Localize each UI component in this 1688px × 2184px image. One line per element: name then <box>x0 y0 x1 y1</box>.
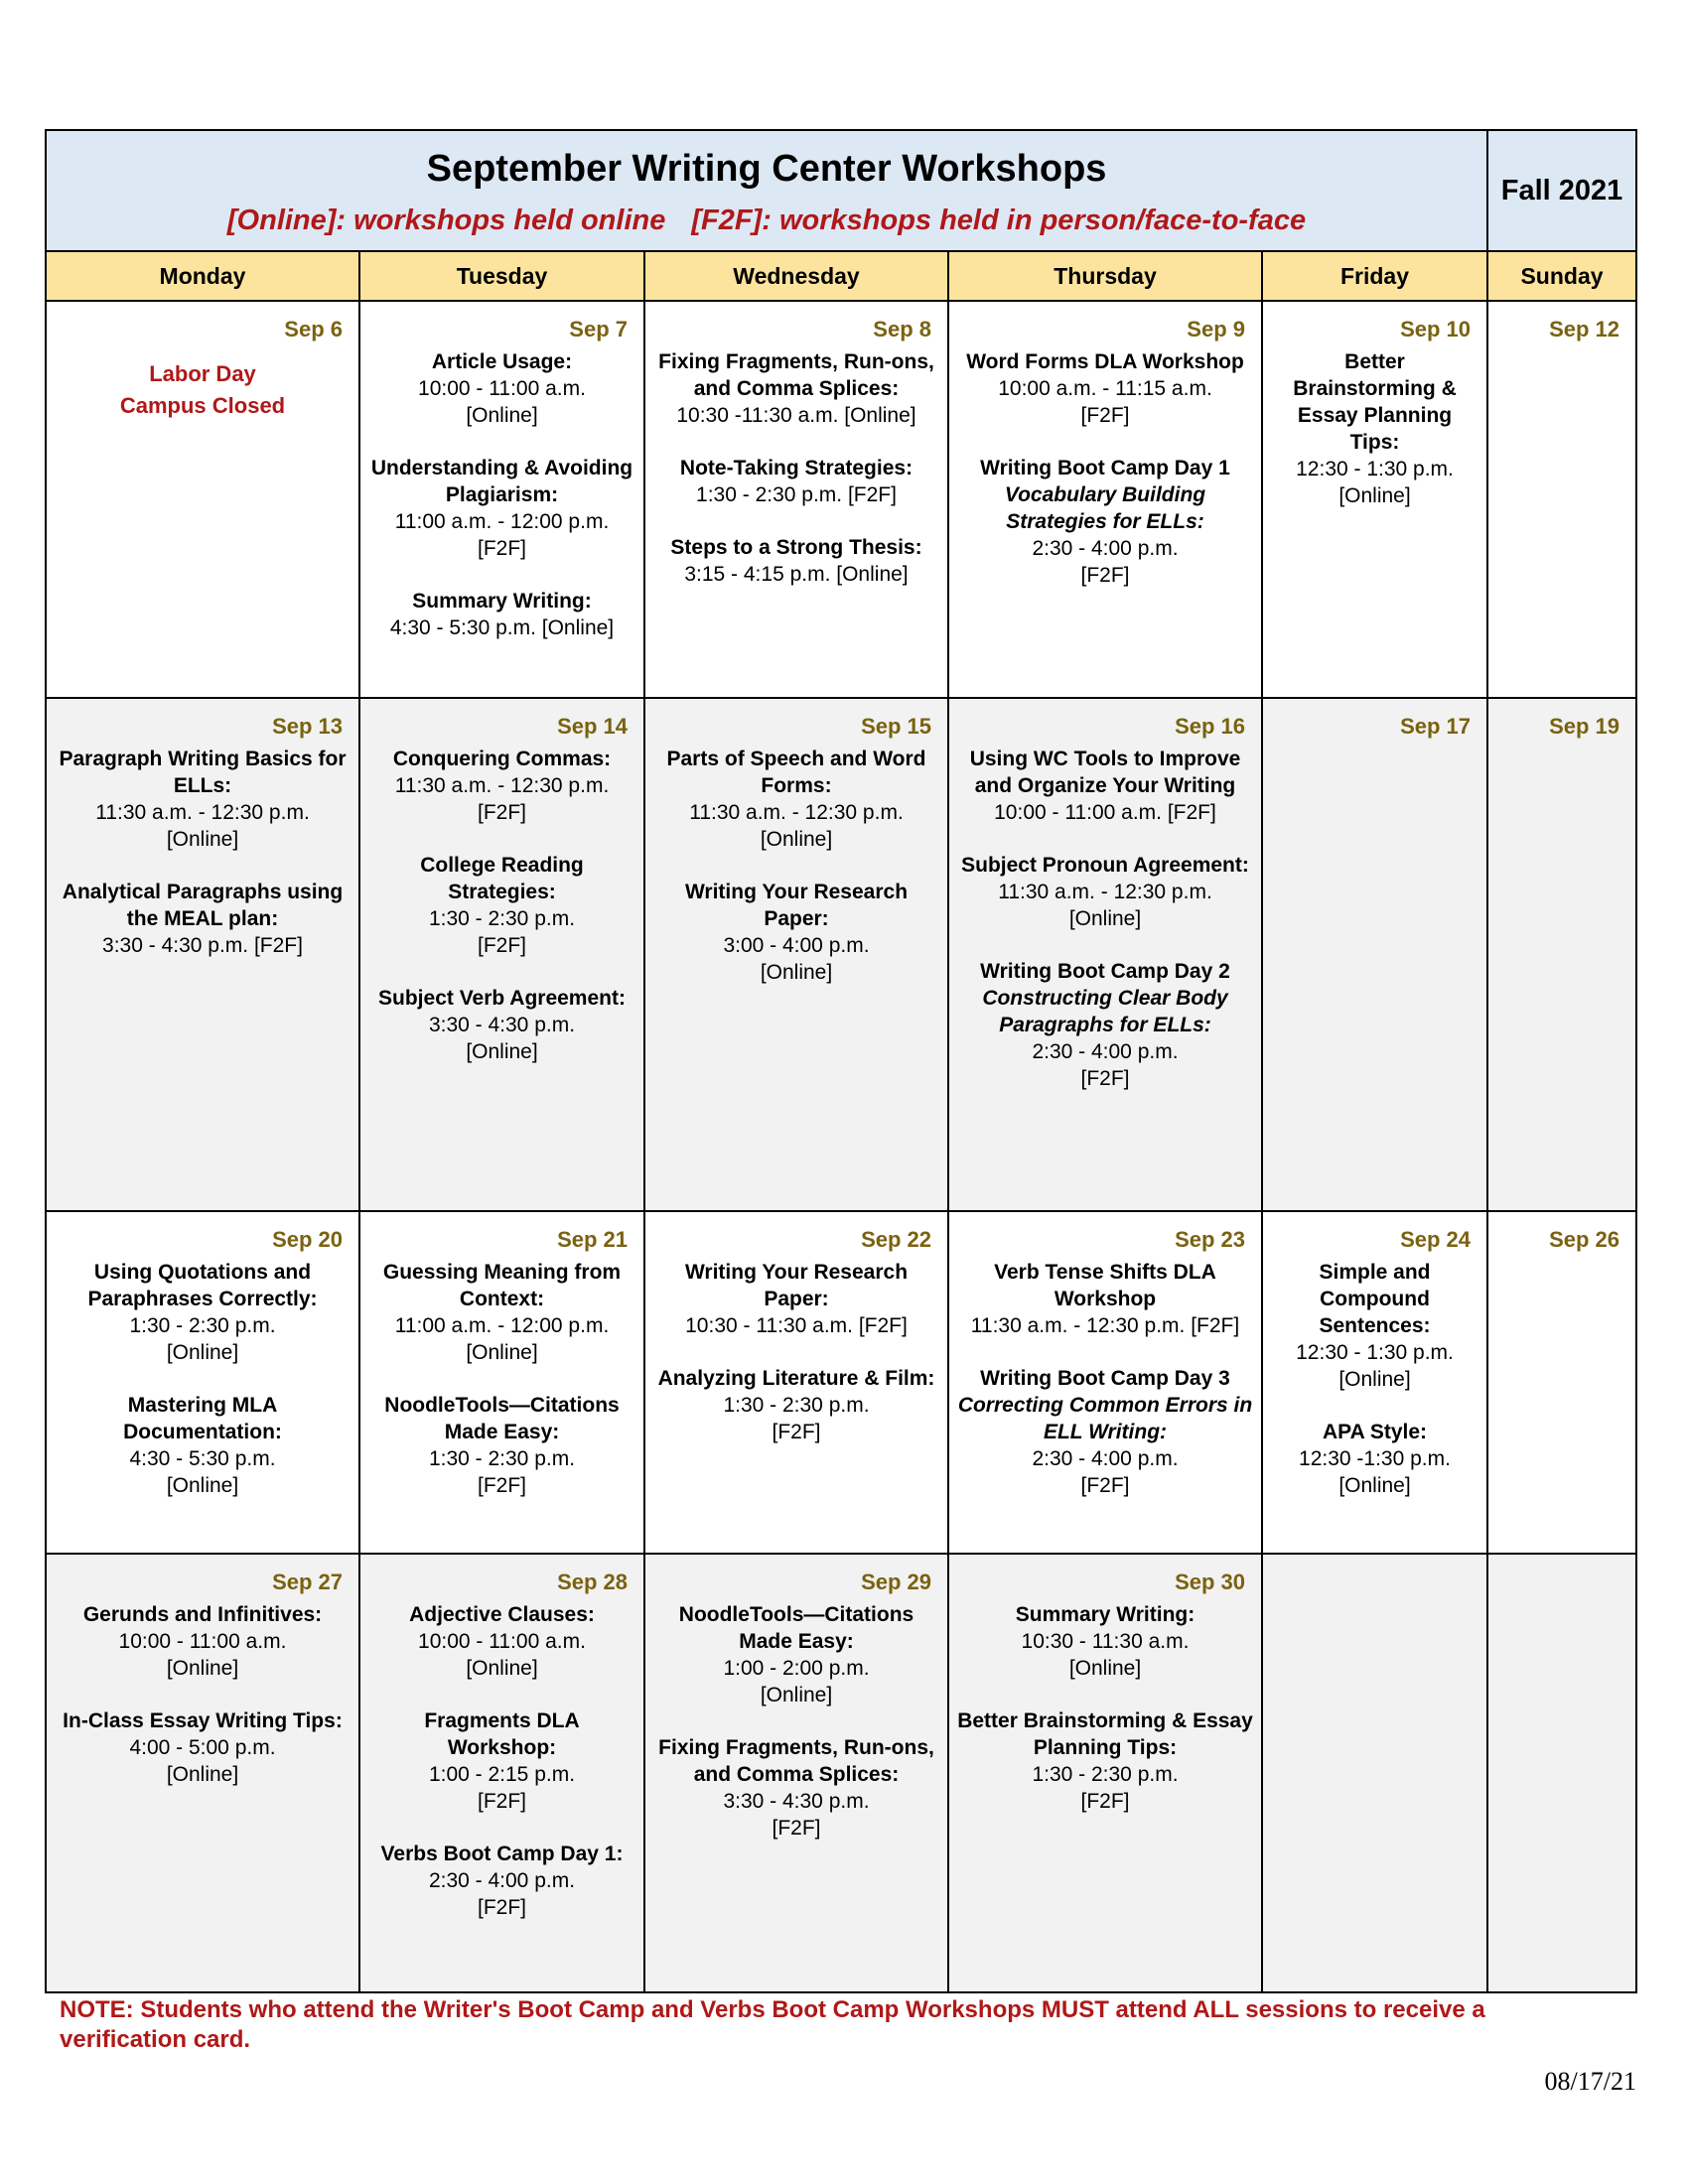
workshop-title: Analytical Paragraphs using the MEAL plan: <box>62 881 344 930</box>
day-cell <box>948 698 1262 1211</box>
workshop-location: [F2F] <box>1080 1474 1130 1497</box>
workshop-title: Mastering MLA Documentation: <box>123 1394 282 1443</box>
day-cell <box>1487 698 1636 1211</box>
workshop-event <box>957 348 1253 429</box>
workshop-event <box>55 879 351 959</box>
workshop-time: 11:30 a.m. - 12:30 p.m. <box>394 774 610 797</box>
workshop-title: Using WC Tools to Improve and Organize Your Writing <box>969 748 1241 797</box>
workshop-location: [F2F] <box>477 1474 526 1497</box>
workshop-location: [Online] <box>760 961 833 984</box>
workshop-subtitle: Correcting Common Errors in ELL Writing: <box>957 1394 1253 1443</box>
workshop-time: 11:30 a.m. - 12:30 p.m. [F2F] <box>970 1314 1240 1337</box>
workshop-location: [Online] <box>1338 1368 1411 1391</box>
date-label: Sep 21 <box>557 1227 628 1252</box>
workshop-time: 2:30 - 4:00 p.m. <box>1032 1447 1179 1470</box>
workshop-event <box>653 879 939 986</box>
workshop-time: 2:30 - 4:00 p.m. <box>1032 537 1179 560</box>
revision-date: 08/17/21 <box>1544 2067 1636 2096</box>
day-cell <box>948 1554 1262 1992</box>
legend <box>47 205 1486 237</box>
workshop-event <box>957 958 1253 1092</box>
workshop-title: In-Class Essay Writing Tips: <box>63 1709 343 1732</box>
empty-day-cell <box>1487 1554 1636 1992</box>
workshop-title: Verbs Boot Camp Day 1: <box>380 1843 624 1865</box>
workshop-event <box>368 1841 635 1921</box>
workshop-time: 11:30 a.m. - 12:30 p.m. <box>95 801 310 824</box>
day-cell <box>46 698 359 1211</box>
workshop-event <box>55 746 351 853</box>
workshop-event <box>957 455 1253 589</box>
workshop-title: Summary Writing: <box>1015 1603 1196 1626</box>
workshop-time: 3:30 - 4:30 p.m. [F2F] <box>102 934 303 957</box>
workshop-title: Word Forms DLA Workshop <box>966 350 1244 373</box>
workshop-time: 10:00 - 11:00 a.m. <box>118 1630 287 1653</box>
workshop-title: Better Brainstorming & Essay Planning Tips: <box>957 1709 1253 1759</box>
workshop-time: 2:30 - 4:00 p.m. <box>428 1869 576 1892</box>
date-label: Sep 7 <box>569 317 628 341</box>
workshop-event <box>957 1707 1253 1815</box>
workshop-time: 4:00 - 5:00 p.m. <box>129 1736 276 1759</box>
day-cell <box>1262 301 1487 698</box>
date-label: Sep 8 <box>873 317 931 341</box>
workshop-location: [F2F] <box>1080 1067 1130 1090</box>
workshop-location: [Online] <box>166 828 239 851</box>
workshop-title: NoodleTools—Citations Made Easy: <box>678 1603 914 1653</box>
workshop-title: Analyzing Literature & Film: <box>657 1367 935 1390</box>
workshop-title: Note-Taking Strategies: <box>679 457 914 479</box>
date-label: Sep 30 <box>1175 1570 1245 1594</box>
day-header-sunday: Sunday <box>1487 251 1636 301</box>
workshop-time: 11:30 a.m. - 12:30 p.m. <box>998 881 1212 903</box>
event-list <box>645 1259 947 1445</box>
workshop-event <box>368 1392 635 1499</box>
workshop-title: Guessing Meaning from Context: <box>382 1261 622 1310</box>
day-header-row <box>46 251 1636 301</box>
workshop-event <box>368 588 635 641</box>
workshop-time: 11:00 a.m. - 12:00 p.m. <box>394 510 610 533</box>
term-label: Fall 2021 <box>1487 130 1636 251</box>
workshop-event <box>368 1601 635 1682</box>
holiday-name: Labor Day <box>149 361 256 386</box>
workshop-title: Paragraph Writing Basics for ELLs: <box>59 748 347 797</box>
date-label: Sep 26 <box>1549 1227 1620 1252</box>
day-cell <box>1487 1211 1636 1554</box>
event-list <box>645 1601 947 1842</box>
workshop-time: 3:15 - 4:15 p.m. [Online] <box>684 563 909 586</box>
workshop-time: 4:30 - 5:30 p.m. [Online] <box>389 616 615 639</box>
workshop-subtitle: Constructing Clear Body Paragraphs for ELLs: <box>982 987 1228 1036</box>
workshop-event <box>653 1601 939 1708</box>
date-label: Sep 20 <box>272 1227 343 1252</box>
event-list <box>47 1259 358 1499</box>
day-header-friday: Friday <box>1262 251 1487 301</box>
workshop-title: Verb Tense Shifts DLA Workshop <box>994 1261 1216 1310</box>
day-header-monday: Monday <box>46 251 359 301</box>
workshop-event <box>1271 1419 1478 1499</box>
event-list <box>645 746 947 986</box>
workshop-event <box>957 746 1253 826</box>
workshop-title: Subject Pronoun Agreement: <box>961 854 1249 877</box>
event-list <box>1263 348 1486 509</box>
date-label: Sep 27 <box>272 1570 343 1594</box>
workshop-time: 12:30 - 1:30 p.m. <box>1296 458 1454 480</box>
empty-day-cell <box>1262 1554 1487 1992</box>
date-label: Sep 28 <box>557 1570 628 1594</box>
workshop-location: [Online] <box>760 828 833 851</box>
workshop-event <box>368 348 635 429</box>
page-title: September Writing Center Workshops <box>426 148 1107 190</box>
workshop-event <box>653 348 939 429</box>
workshop-title: Writing Your Research Paper: <box>684 881 909 930</box>
workshop-location: [Online] <box>1338 484 1411 507</box>
workshop-title: APA Style: <box>1322 1421 1428 1443</box>
event-list <box>949 1601 1261 1815</box>
workshop-event <box>368 852 635 959</box>
workshop-location: [Online] <box>1068 1657 1142 1680</box>
workshop-time: 12:30 - 1:30 p.m. <box>1296 1341 1454 1364</box>
workshop-title: Adjective Clauses: <box>409 1603 595 1626</box>
event-list <box>360 1601 643 1921</box>
week-row-4 <box>46 1554 1636 1992</box>
workshop-time: 1:30 - 2:30 p.m. <box>129 1314 276 1337</box>
event-list <box>1263 1259 1486 1499</box>
workshop-time: 2:30 - 4:00 p.m. <box>1032 1040 1179 1063</box>
date-label: Sep 23 <box>1175 1227 1245 1252</box>
date-label: Sep 12 <box>1549 317 1620 341</box>
event-list <box>360 1259 643 1499</box>
workshop-event <box>368 1259 635 1366</box>
workshop-event <box>55 1601 351 1682</box>
day-header-wednesday: Wednesday <box>644 251 948 301</box>
workshop-subtitle: Vocabulary Building Strategies for ELLs: <box>1004 483 1206 533</box>
workshop-location: [Online] <box>466 1657 538 1680</box>
workshop-event <box>55 1392 351 1499</box>
workshop-event <box>653 455 939 508</box>
workshop-location: [F2F] <box>772 1421 821 1443</box>
workshop-time: 10:30 - 11:30 a.m. <box>1021 1630 1190 1653</box>
title-row <box>46 130 1636 251</box>
workshop-time: 10:00 a.m. - 11:15 a.m. <box>998 377 1212 400</box>
workshop-location: [Online] <box>466 1341 538 1364</box>
day-cell <box>948 1211 1262 1554</box>
workshop-location: [F2F] <box>477 537 526 560</box>
workshop-event <box>653 1259 939 1339</box>
date-label: Sep 9 <box>1187 317 1245 341</box>
workshop-location: [Online] <box>1068 907 1142 930</box>
workshop-time: 10:00 - 11:00 a.m. <box>418 1630 586 1653</box>
workshop-location: [Online] <box>466 404 538 427</box>
date-label: Sep 6 <box>284 317 343 341</box>
workshop-location: [Online] <box>166 1474 239 1497</box>
event-list <box>360 746 643 1065</box>
day-cell <box>948 301 1262 698</box>
workshop-time: 3:00 - 4:00 p.m. <box>723 934 870 957</box>
event-list <box>47 1601 358 1788</box>
legend-f2f: [F2F]: workshops held in person/face-to-face <box>691 205 1307 236</box>
workshop-event <box>368 455 635 562</box>
date-label: Sep 16 <box>1175 714 1245 739</box>
workshop-title: Subject Verb Agreement: <box>378 987 626 1010</box>
workshop-location: [Online] <box>1338 1474 1411 1497</box>
workshop-title: Writing Boot Camp Day 3 <box>980 1367 1230 1390</box>
day-cell <box>644 1211 948 1554</box>
date-label: Sep 29 <box>861 1570 931 1594</box>
workshop-time: 3:30 - 4:30 p.m. <box>723 1790 870 1813</box>
workshop-event <box>653 1365 939 1445</box>
workshop-title: Article Usage: <box>431 350 573 373</box>
workshop-time: 11:00 a.m. - 12:00 p.m. <box>394 1314 610 1337</box>
workshop-title: Fixing Fragments, Run-ons, and Comma Splices: <box>658 350 934 400</box>
workshop-time: 1:30 - 2:30 p.m. <box>723 1394 870 1417</box>
workshop-calendar <box>45 129 1637 1993</box>
date-label: Sep 17 <box>1400 714 1472 739</box>
date-label: Sep 19 <box>1549 714 1620 739</box>
day-header-tuesday: Tuesday <box>359 251 644 301</box>
date-label: Sep 14 <box>557 714 628 739</box>
week-row-1 <box>46 301 1636 698</box>
workshop-title: Fragments DLA Workshop: <box>424 1709 580 1759</box>
workshop-event <box>55 1259 351 1366</box>
workshop-location: [Online] <box>760 1684 833 1706</box>
workshop-event <box>653 1734 939 1842</box>
day-cell <box>1487 301 1636 698</box>
day-cell <box>359 1554 644 1992</box>
workshop-time: 4:30 - 5:30 p.m. <box>129 1447 276 1470</box>
workshop-time: 1:00 - 2:15 p.m. <box>428 1763 576 1786</box>
workshop-time: 12:30 -1:30 p.m. <box>1299 1447 1451 1470</box>
workshop-title: NoodleTools—Citations Made Easy: <box>384 1394 620 1443</box>
workshop-title: College Reading Strategies: <box>420 854 584 903</box>
event-list <box>47 746 358 959</box>
workshop-title: Fixing Fragments, Run-ons, and Comma Splices: <box>658 1736 934 1786</box>
workshop-time: 10:30 - 11:30 a.m. [F2F] <box>685 1314 908 1337</box>
day-cell <box>359 301 644 698</box>
day-cell <box>1262 698 1487 1211</box>
workshop-title: Parts of Speech and Word Forms: <box>666 748 926 797</box>
date-label: Sep 15 <box>861 714 931 739</box>
workshop-event <box>368 1707 635 1815</box>
workshop-title: Writing Boot Camp Day 2 <box>980 960 1230 983</box>
day-cell <box>46 1211 359 1554</box>
day-cell <box>46 1554 359 1992</box>
day-cell <box>644 1554 948 1992</box>
workshop-title: Gerunds and Infinitives: <box>82 1603 323 1626</box>
workshop-event <box>957 1365 1253 1499</box>
day-cell <box>359 698 644 1211</box>
workshop-title: Simple and Compound Sentences: <box>1319 1261 1431 1337</box>
workshop-location: [F2F] <box>477 1790 526 1813</box>
workshop-time: 3:30 - 4:30 p.m. <box>428 1014 576 1036</box>
week-row-2 <box>46 698 1636 1211</box>
workshop-time: 1:30 - 2:30 p.m. [F2F] <box>696 483 897 506</box>
workshop-time: 11:30 a.m. - 12:30 p.m. <box>689 801 904 824</box>
day-cell <box>359 1211 644 1554</box>
workshop-event <box>957 1259 1253 1339</box>
workshop-title: Understanding & Avoiding Plagiarism: <box>370 457 633 506</box>
event-list <box>949 746 1261 1092</box>
workshop-event <box>653 746 939 853</box>
day-header-thursday: Thursday <box>948 251 1262 301</box>
week-row-3 <box>46 1211 1636 1554</box>
day-cell <box>644 698 948 1211</box>
day-cell <box>46 301 359 698</box>
workshop-event <box>1271 1259 1478 1393</box>
title-cell <box>46 130 1487 251</box>
workshop-time: 1:30 - 2:30 p.m. <box>1032 1763 1179 1786</box>
workshop-title: Using Quotations and Paraphrases Correctly: <box>87 1261 318 1310</box>
workshop-title: Writing Boot Camp Day 1 <box>980 457 1230 479</box>
workshop-title: Summary Writing: <box>412 590 592 613</box>
day-cell <box>1262 1211 1487 1554</box>
date-label: Sep 24 <box>1400 1227 1472 1252</box>
holiday-notice <box>47 358 358 422</box>
event-list <box>949 1259 1261 1499</box>
workshop-event <box>368 985 635 1065</box>
workshop-event <box>653 534 939 588</box>
event-list <box>360 348 643 641</box>
workshop-location: [Online] <box>166 1657 239 1680</box>
workshop-time: 10:00 - 11:00 a.m. [F2F] <box>994 801 1216 824</box>
workshop-location: [F2F] <box>1080 564 1130 587</box>
workshop-location: [F2F] <box>477 801 526 824</box>
workshop-time: 1:30 - 2:30 p.m. <box>428 1447 576 1470</box>
workshop-location: [F2F] <box>477 1896 526 1919</box>
workshop-title: Steps to a Strong Thesis: <box>670 536 922 559</box>
workshop-location: [Online] <box>166 1763 239 1786</box>
workshop-title: Better Brainstorming & Essay Planning Tips: <box>1293 350 1457 454</box>
workshop-time: 10:30 -11:30 a.m. [Online] <box>676 404 916 427</box>
event-list <box>645 348 947 588</box>
workshop-event <box>55 1707 351 1788</box>
workshop-location: [F2F] <box>1080 1790 1130 1813</box>
event-list <box>949 348 1261 589</box>
date-label: Sep 10 <box>1400 317 1472 341</box>
workshop-event <box>1271 348 1478 509</box>
workshop-time: 10:00 - 11:00 a.m. <box>418 377 586 400</box>
workshop-title: Writing Your Research Paper: <box>684 1261 909 1310</box>
workshop-event <box>368 746 635 826</box>
workshop-location: [F2F] <box>477 934 526 957</box>
workshop-event <box>957 852 1253 932</box>
workshop-title: Conquering Commas: <box>392 748 612 770</box>
workshop-location: [Online] <box>166 1341 239 1364</box>
day-cell <box>644 301 948 698</box>
workshop-time: 1:30 - 2:30 p.m. <box>428 907 576 930</box>
date-label: Sep 22 <box>861 1227 931 1252</box>
workshop-location: [F2F] <box>1080 404 1130 427</box>
workshop-location: [Online] <box>466 1040 538 1063</box>
legend-online: [Online]: workshops held online <box>226 205 666 236</box>
attendance-note: NOTE: Students who attend the Writer's Boot Camp and Verbs Boot Camp Workshops MUST attend ALL sessions to receive a verification card. <box>60 1996 1485 2053</box>
date-label: Sep 13 <box>272 714 343 739</box>
workshop-location: [F2F] <box>772 1817 821 1840</box>
holiday-status: Campus Closed <box>119 393 286 418</box>
workshop-time: 1:00 - 2:00 p.m. <box>723 1657 870 1680</box>
workshop-event <box>957 1601 1253 1682</box>
